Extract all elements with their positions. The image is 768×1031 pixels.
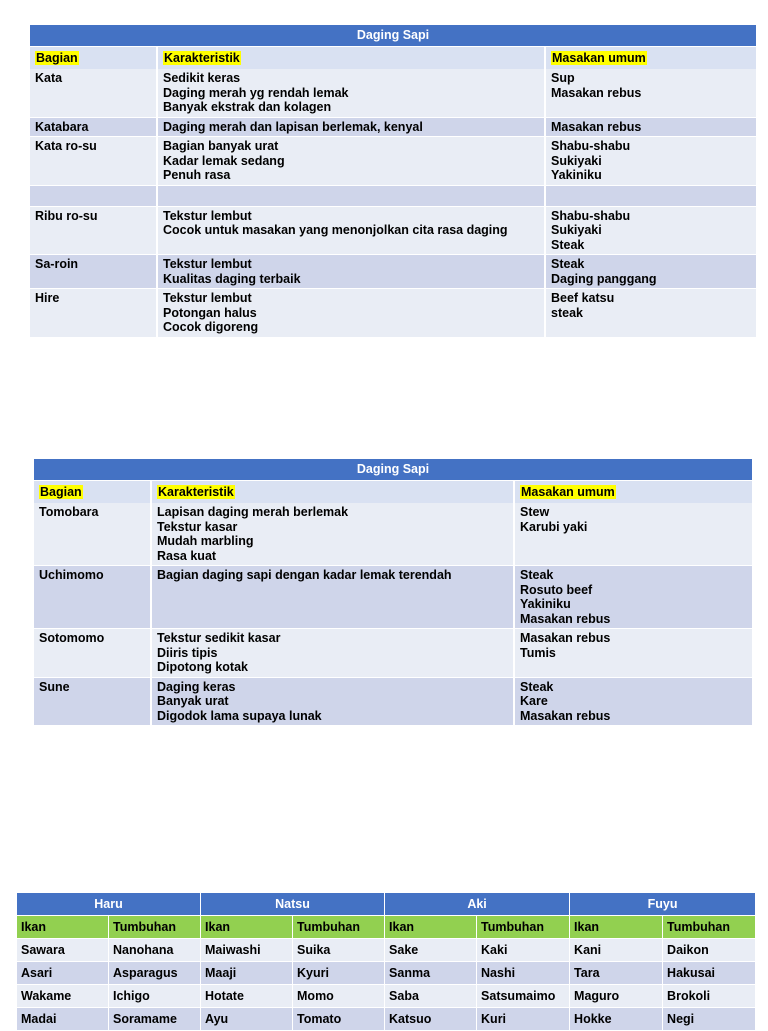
fish-cell: Maaji (201, 962, 293, 985)
table-row (30, 289, 756, 338)
plant-cell: Hakusai (663, 962, 756, 985)
table-row (30, 117, 756, 137)
fish-cell: Kani (570, 939, 663, 962)
fish-cell: Sanma (385, 962, 477, 985)
table-row (34, 677, 752, 726)
header-part: Bagian (40, 485, 82, 499)
dishes-line: Steak (551, 237, 585, 252)
table-title-row (34, 459, 752, 481)
traits-line: Penuh rasa (163, 168, 231, 182)
plant-cell: Tomato (293, 1008, 385, 1031)
part-name: Tomobara (39, 505, 99, 519)
traits-line: Tekstur lembut (163, 291, 252, 305)
part-cell (30, 69, 157, 117)
plant-cell: Nanohana (109, 939, 201, 962)
part-cell (30, 185, 157, 206)
subheader-row (17, 916, 756, 939)
traits-cell (157, 289, 545, 338)
table-body (17, 939, 756, 1031)
traits-line: Sedikit keras (163, 71, 241, 85)
part-name: Sune (39, 679, 70, 694)
fish-cell: Tara (570, 962, 663, 985)
part-cell (30, 117, 157, 137)
header-traits: Karakteristik (164, 51, 240, 65)
dishes-cell (545, 137, 756, 186)
part-name: Kata (35, 71, 63, 85)
header-part: Bagian (36, 51, 78, 65)
dishes-cell (545, 185, 756, 206)
fish-cell: Wakame (17, 985, 109, 1008)
traits-line: Bagian daging sapi dengan kadar lemak terendah (157, 568, 452, 582)
fish-cell: Hokke (570, 1008, 663, 1031)
fish-cell: Sawara (17, 939, 109, 962)
dishes-cell (545, 255, 756, 289)
table-title: Daging Sapi (34, 459, 752, 481)
traits-cell (151, 677, 514, 726)
plant-cell: Brokoli (663, 985, 756, 1008)
traits-line: Banyak urat (157, 694, 229, 708)
plant-cell: Asparagus (109, 962, 201, 985)
table-row (17, 1008, 756, 1031)
dishes-line: Masakan rebus (520, 708, 611, 723)
traits-cell (157, 69, 545, 117)
part-name: Sotomomo (39, 631, 105, 645)
traits-cell (151, 629, 514, 678)
table-row (17, 962, 756, 985)
dishes-line: Masakan rebus (520, 631, 611, 645)
traits-cell (151, 503, 514, 566)
fish-cell: Maguro (570, 985, 663, 1008)
traits-line: Cocok untuk masakan yang menonjolkan cita rasa daging (163, 223, 508, 237)
part-cell (34, 677, 151, 726)
traits-line: Daging keras (157, 679, 236, 694)
plant-cell: Satsumaimo (477, 985, 570, 1008)
table-row (30, 185, 756, 206)
dishes-line: Daging panggang (551, 271, 657, 286)
header-row (30, 47, 756, 70)
season-natsu: Natsu (201, 893, 385, 916)
traits-line: Dipotong kotak (157, 660, 248, 674)
traits-line: Diiris tipis (157, 645, 218, 660)
plant-cell: Kaki (477, 939, 570, 962)
plant-cell: Daikon (663, 939, 756, 962)
traits-cell (157, 117, 545, 137)
table-row (34, 566, 752, 629)
traits-cell (157, 137, 545, 186)
dishes-line: Stew (520, 505, 550, 519)
plant-cell: Soramame (109, 1008, 201, 1031)
traits-line: Banyak ekstrak dan kolagen (163, 100, 332, 114)
season-header-row (17, 893, 756, 916)
table-row (17, 985, 756, 1008)
traits-line: Digodok lama supaya lunak (157, 708, 322, 723)
dishes-cell (545, 206, 756, 255)
traits-line: Kualitas daging terbaik (163, 271, 301, 286)
header-traits: Karakteristik (158, 485, 234, 499)
traits-cell (157, 206, 545, 255)
subheader-fish: Ikan (385, 916, 477, 939)
plant-cell: Kuri (477, 1008, 570, 1031)
part-cell (30, 289, 157, 338)
table-row (30, 206, 756, 255)
part-cell (30, 206, 157, 255)
table-row (34, 503, 752, 566)
fish-cell: Asari (17, 962, 109, 985)
part-cell (34, 566, 151, 629)
part-name: Kata ro-su (35, 139, 97, 153)
table-row (30, 69, 756, 117)
dishes-line: Shabu-shabu (551, 139, 631, 153)
traits-line: Daging merah dan lapisan berlemak, kenyal (163, 119, 423, 134)
subheader-plant: Tumbuhan (477, 916, 570, 939)
table-row (17, 939, 756, 962)
traits-line: Tekstur lembut (163, 257, 252, 271)
traits-line: Daging merah yg rendah lemak (163, 85, 349, 100)
table-body (34, 503, 752, 726)
fish-cell: Hotate (201, 985, 293, 1008)
season-haru: Haru (17, 893, 201, 916)
dishes-line: Masakan rebus (551, 85, 642, 100)
dishes-cell (514, 677, 752, 726)
dishes-line: Sukiyaki (551, 153, 602, 168)
dishes-line: Sukiyaki (551, 223, 602, 237)
dishes-line: Sup (551, 71, 575, 85)
traits-line: Potongan halus (163, 305, 257, 320)
subheader-fish: Ikan (570, 916, 663, 939)
dishes-line: Masakan rebus (551, 119, 642, 134)
header-row (34, 481, 752, 504)
plant-cell: Ichigo (109, 985, 201, 1008)
dishes-cell (545, 289, 756, 338)
part-cell (30, 255, 157, 289)
dishes-line: Beef katsu (551, 291, 615, 305)
table-body (30, 69, 756, 337)
traits-line: Kadar lemak sedang (163, 153, 285, 168)
subheader-plant: Tumbuhan (663, 916, 756, 939)
part-cell (34, 629, 151, 678)
traits-line: Lapisan daging merah berlemak (157, 505, 349, 519)
header-dishes: Masakan umum (521, 485, 615, 499)
traits-line: Cocok digoreng (163, 320, 259, 334)
plant-cell: Nashi (477, 962, 570, 985)
table-title: Daging Sapi (30, 25, 756, 47)
season-fuyu: Fuyu (570, 893, 756, 916)
dishes-line: Rosuto beef (520, 582, 593, 597)
dishes-cell (514, 566, 752, 629)
part-name: Uchimomo (39, 568, 104, 582)
traits-line: Tekstur sedikit kasar (157, 631, 281, 645)
header-dishes: Masakan umum (552, 51, 646, 65)
table-row (30, 255, 756, 289)
beef-table-2 (34, 459, 752, 726)
fish-cell: Saba (385, 985, 477, 1008)
traits-line: Rasa kuat (157, 548, 217, 563)
part-name: Katabara (35, 119, 89, 134)
traits-cell (157, 185, 545, 206)
dishes-line: Steak (551, 257, 585, 271)
subheader-fish: Ikan (17, 916, 109, 939)
part-cell (34, 503, 151, 566)
seasonal-foods-table (16, 892, 756, 1031)
dishes-cell (514, 503, 752, 566)
plant-cell: Momo (293, 985, 385, 1008)
dishes-line: Masakan rebus (520, 611, 611, 626)
traits-line: Bagian banyak urat (163, 139, 279, 153)
season-aki: Aki (385, 893, 570, 916)
dishes-line: Yakiniku (520, 597, 571, 611)
table-title-row (30, 25, 756, 47)
fish-cell: Maiwashi (201, 939, 293, 962)
part-name: Sa-roin (35, 257, 79, 271)
subheader-fish: Ikan (201, 916, 293, 939)
table-row (34, 629, 752, 678)
fish-cell: Madai (17, 1008, 109, 1031)
plant-cell: Kyuri (293, 962, 385, 985)
subheader-plant: Tumbuhan (293, 916, 385, 939)
traits-cell (157, 255, 545, 289)
fish-cell: Sake (385, 939, 477, 962)
subheader-plant: Tumbuhan (109, 916, 201, 939)
beef-table-1 (30, 25, 756, 338)
table-row (30, 137, 756, 186)
traits-line: Tekstur kasar (157, 519, 238, 534)
dishes-line: Steak (520, 679, 554, 694)
part-name: Hire (35, 291, 60, 305)
dishes-line: Kare (520, 694, 548, 708)
fish-cell: Katsuo (385, 1008, 477, 1031)
dishes-line: Tumis (520, 645, 556, 660)
dishes-line: Steak (520, 568, 554, 582)
traits-line: Tekstur lembut (163, 208, 252, 223)
dishes-cell (545, 69, 756, 117)
dishes-line: steak (551, 305, 583, 320)
dishes-cell (545, 117, 756, 137)
plant-cell: Negi (663, 1008, 756, 1031)
part-name: Ribu ro-su (35, 208, 98, 223)
fish-cell: Ayu (201, 1008, 293, 1031)
dishes-cell (514, 629, 752, 678)
traits-cell (151, 566, 514, 629)
dishes-line: Yakiniku (551, 168, 602, 182)
plant-cell: Suika (293, 939, 385, 962)
dishes-line: Shabu-shabu (551, 208, 631, 223)
part-cell (30, 137, 157, 186)
traits-line: Mudah marbling (157, 534, 254, 548)
dishes-line: Karubi yaki (520, 519, 588, 534)
